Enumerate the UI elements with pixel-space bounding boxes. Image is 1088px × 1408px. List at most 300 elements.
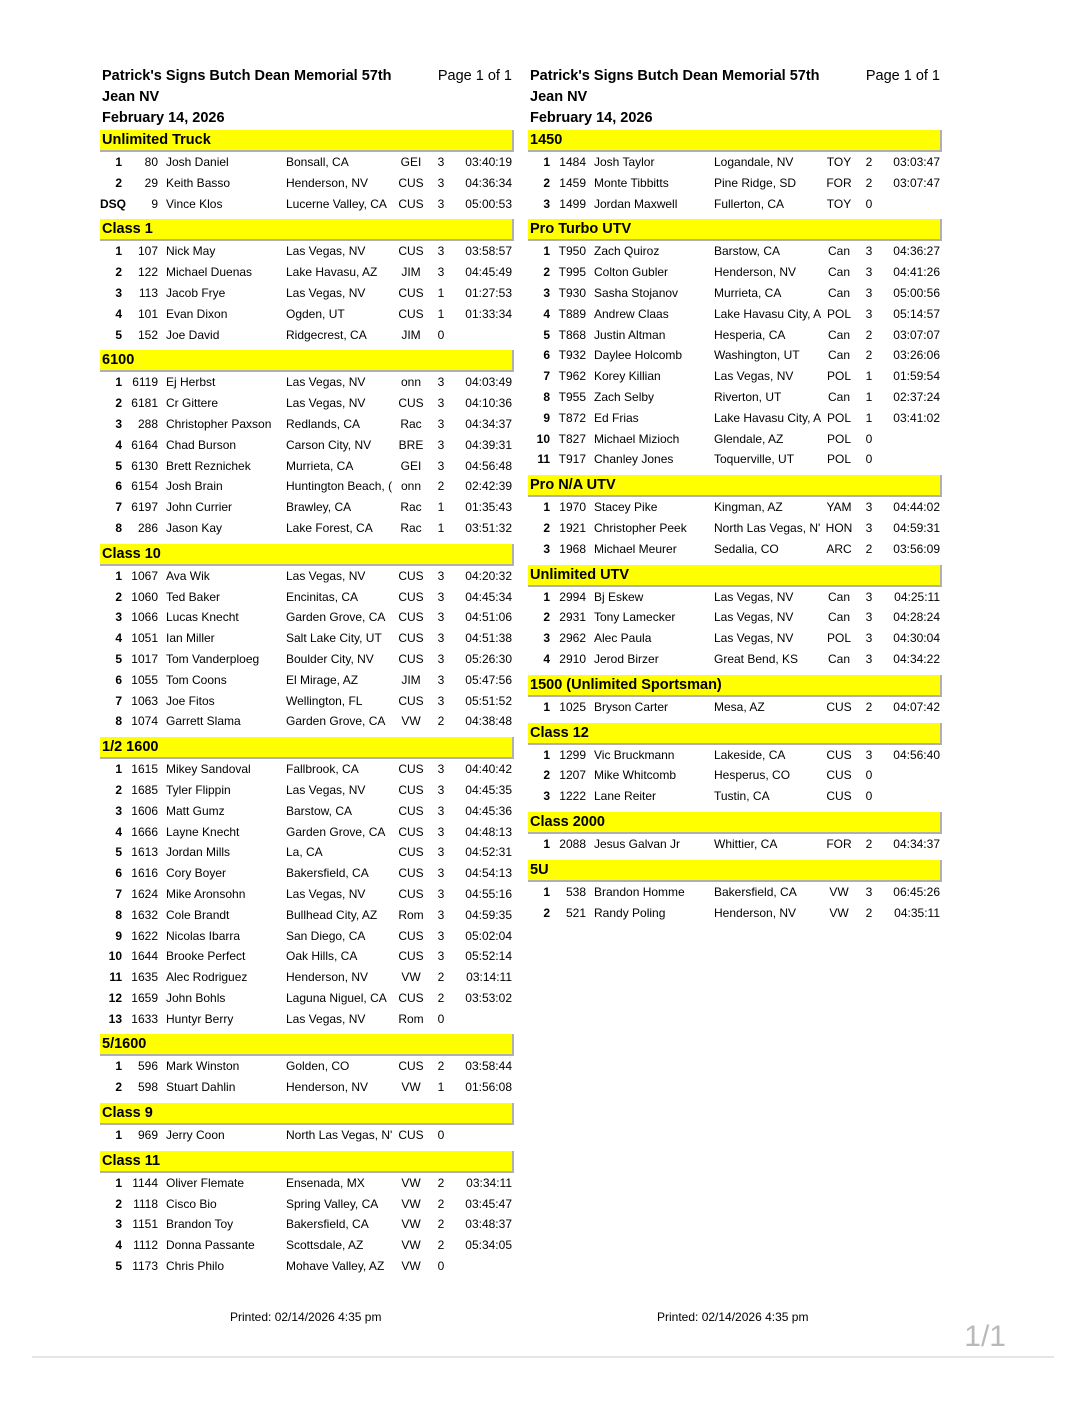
vehicle-number: 1921 xyxy=(559,520,586,535)
finish-position: 8 xyxy=(115,714,122,729)
elapsed-time: 04:45:36 xyxy=(465,803,512,818)
laps-completed: 0 xyxy=(437,327,445,342)
finish-position: 3 xyxy=(115,610,122,625)
finish-position: 10 xyxy=(108,949,122,964)
hometown: Las Vegas, NV xyxy=(714,610,794,625)
vehicle-number: 1613 xyxy=(131,845,158,860)
result-row xyxy=(100,884,514,905)
driver-name: Brooke Perfect xyxy=(166,949,246,964)
vehicle-number: 6181 xyxy=(131,396,158,411)
vehicle-number: 1066 xyxy=(131,610,158,625)
laps-completed: 3 xyxy=(865,589,873,604)
class-section xyxy=(528,812,942,860)
laps-completed: 3 xyxy=(437,437,445,452)
vehicle-make: Can xyxy=(827,285,850,300)
elapsed-time: 03:58:57 xyxy=(465,244,512,259)
vehicle-make: POL xyxy=(826,431,851,446)
result-row xyxy=(100,628,514,649)
vehicle-number: 1025 xyxy=(559,699,586,714)
vehicle-number: 1616 xyxy=(131,866,158,881)
class-title: Class 2000 xyxy=(528,812,942,834)
elapsed-time: 03:48:37 xyxy=(465,1217,512,1232)
finish-position: 1 xyxy=(543,836,550,851)
elapsed-time: 04:20:32 xyxy=(465,568,512,583)
result-row xyxy=(528,834,942,855)
vehicle-number: 1970 xyxy=(559,500,586,515)
result-row xyxy=(100,822,514,843)
vehicle-number: 9 xyxy=(151,196,158,211)
driver-name: Ed Frias xyxy=(594,410,639,425)
result-row xyxy=(100,566,514,587)
elapsed-time: 05:02:04 xyxy=(465,928,512,943)
vehicle-make: YAM xyxy=(826,500,852,515)
elapsed-time: 01:35:43 xyxy=(465,500,512,515)
result-row xyxy=(100,1056,514,1077)
finish-position: 3 xyxy=(543,789,550,804)
finish-position: 3 xyxy=(543,196,550,211)
driver-name: Jerry Coon xyxy=(166,1128,225,1143)
class-title: 1450 xyxy=(528,130,942,152)
class-section xyxy=(528,723,942,812)
vehicle-make: CUS xyxy=(398,175,424,190)
vehicle-number: 1685 xyxy=(131,782,158,797)
vehicle-make: CUS xyxy=(398,610,424,625)
finish-position: 5 xyxy=(115,845,122,860)
driver-name: Lane Reiter xyxy=(594,789,657,804)
driver-name: Korey Killian xyxy=(594,369,661,384)
result-row xyxy=(528,241,942,262)
elapsed-time: 04:44:02 xyxy=(893,500,940,515)
result-row xyxy=(100,1235,514,1256)
finish-position: 2 xyxy=(543,175,550,190)
vehicle-number: 538 xyxy=(565,884,586,899)
class-title: Class 11 xyxy=(100,1151,514,1173)
laps-completed: 1 xyxy=(865,410,873,425)
vehicle-make: HON xyxy=(825,520,853,535)
elapsed-time: 03:14:11 xyxy=(466,970,512,985)
results-column-left xyxy=(100,64,514,1282)
driver-name: Chris Philo xyxy=(166,1259,225,1274)
class-section xyxy=(528,130,942,219)
vehicle-number: 80 xyxy=(144,155,158,169)
driver-name: Evan Dixon xyxy=(166,306,228,321)
finish-position: 10 xyxy=(536,431,550,446)
finish-position: 1 xyxy=(543,747,550,762)
driver-name: Daylee Holcomb xyxy=(594,348,683,363)
class-title: Unlimited UTV xyxy=(528,565,942,587)
vehicle-make: VW xyxy=(401,1217,421,1232)
class-title: Pro Turbo UTV xyxy=(528,219,942,241)
laps-completed: 0 xyxy=(865,768,873,783)
vehicle-number: 1499 xyxy=(559,196,586,211)
driver-name: Ej Herbst xyxy=(166,375,216,390)
finish-position: 9 xyxy=(115,928,122,943)
hometown: Mohave Valley, AZ xyxy=(286,1259,385,1274)
vehicle-make: Rom xyxy=(398,907,424,922)
event-title: Patrick's Signs Butch Dean Memorial 57th xyxy=(530,68,820,84)
hometown: Las Vegas, NV xyxy=(286,782,366,797)
hometown: Brawley, CA xyxy=(286,500,352,515)
vehicle-make: CUS xyxy=(398,824,424,839)
driver-name: Josh Taylor xyxy=(594,155,655,169)
hometown: Redlands, CA xyxy=(286,416,361,431)
hometown: Washington, UT xyxy=(714,348,800,363)
result-row xyxy=(100,194,514,215)
vehicle-make: TOY xyxy=(826,196,852,211)
class-results-list xyxy=(528,130,942,928)
vehicle-number: 1063 xyxy=(131,693,158,708)
laps-completed: 2 xyxy=(865,155,873,169)
result-row xyxy=(100,926,514,947)
elapsed-time: 03:51:32 xyxy=(465,520,512,535)
vehicle-make: Rom xyxy=(398,1011,424,1026)
elapsed-time: 04:56:48 xyxy=(465,458,512,473)
laps-completed: 2 xyxy=(437,1217,445,1232)
vehicle-number: T917 xyxy=(558,452,586,467)
finish-position: 2 xyxy=(543,520,550,535)
laps-completed: 3 xyxy=(437,845,445,860)
driver-name: Cisco Bio xyxy=(166,1196,217,1211)
finish-position: 3 xyxy=(115,416,122,431)
laps-completed: 0 xyxy=(437,1259,445,1274)
result-row xyxy=(528,366,942,387)
class-title: Class 12 xyxy=(528,723,942,745)
driver-name: Brandon Toy xyxy=(166,1217,234,1232)
laps-completed: 0 xyxy=(437,1011,445,1026)
finish-position: 5 xyxy=(115,327,122,342)
vehicle-number: 1222 xyxy=(559,789,586,804)
result-row xyxy=(528,429,942,450)
hometown: Scottsdale, AZ xyxy=(286,1238,364,1253)
report-header xyxy=(528,64,942,130)
hometown: Garden Grove, CA xyxy=(286,610,386,625)
elapsed-time: 04:36:34 xyxy=(465,175,512,190)
elapsed-time: 04:10:36 xyxy=(465,396,512,411)
vehicle-make: GEI xyxy=(400,458,422,473)
hometown: Las Vegas, NV xyxy=(286,285,366,300)
finish-position: 3 xyxy=(115,285,122,300)
vehicle-make: VW xyxy=(401,970,421,985)
vehicle-make: CUS xyxy=(826,699,852,714)
driver-name: Monte Tibbitts xyxy=(594,175,669,190)
elapsed-time: 04:36:27 xyxy=(893,244,940,259)
driver-name: Brett Reznichek xyxy=(166,458,251,473)
hometown: Lucerne Valley, CA xyxy=(286,196,387,211)
elapsed-time: 01:27:53 xyxy=(465,285,512,300)
vehicle-make: CUS xyxy=(398,306,424,321)
vehicle-number: 1151 xyxy=(132,1217,158,1232)
driver-name: Jerod Birzer xyxy=(594,651,659,666)
finish-position: 8 xyxy=(115,520,122,535)
finish-position: 2 xyxy=(115,1080,122,1095)
result-row xyxy=(528,408,942,429)
printed-timestamp: Printed: 02/14/2026 4:35 pm xyxy=(657,1310,809,1324)
result-row xyxy=(100,1194,514,1215)
laps-completed: 3 xyxy=(865,610,873,625)
driver-name: Vic Bruckmann xyxy=(594,747,675,762)
driver-name: Jason Kay xyxy=(166,520,223,535)
hometown: Las Vegas, NV xyxy=(286,1011,366,1026)
hometown: Henderson, NV xyxy=(714,265,797,280)
elapsed-time: 03:58:44 xyxy=(465,1059,512,1074)
laps-completed: 3 xyxy=(437,244,445,259)
hometown: Lake Forest, CA xyxy=(286,520,373,535)
finish-position: 1 xyxy=(543,244,550,259)
laps-completed: 0 xyxy=(865,196,873,211)
laps-completed: 3 xyxy=(437,265,445,280)
hometown: Garden Grove, CA xyxy=(286,714,386,729)
finish-position: 1 xyxy=(115,568,122,583)
driver-name: Huntyr Berry xyxy=(166,1011,234,1026)
laps-completed: 2 xyxy=(865,905,873,920)
driver-name: Josh Daniel xyxy=(166,155,229,169)
vehicle-make: VW xyxy=(401,1080,421,1095)
class-section xyxy=(100,1103,514,1151)
result-row xyxy=(100,476,514,497)
elapsed-time: 03:56:09 xyxy=(893,541,940,556)
vehicle-number: 1060 xyxy=(131,589,158,604)
finish-position: 3 xyxy=(543,631,550,646)
vehicle-make: Rac xyxy=(400,500,422,515)
vehicle-number: 6130 xyxy=(131,458,158,473)
vehicle-number: 1067 xyxy=(131,568,158,583)
elapsed-time: 03:03:47 xyxy=(893,155,940,169)
elapsed-time: 03:26:06 xyxy=(893,348,940,363)
vehicle-make: POL xyxy=(826,369,851,384)
class-results-list xyxy=(100,130,514,1282)
divider xyxy=(32,1356,1054,1358)
laps-completed: 2 xyxy=(437,714,445,729)
elapsed-time: 01:59:54 xyxy=(893,369,940,384)
vehicle-make: CUS xyxy=(398,589,424,604)
hometown: Lake Havasu City, A xyxy=(714,306,822,321)
driver-name: Ted Baker xyxy=(166,589,221,604)
results-column-right xyxy=(528,64,942,928)
class-section xyxy=(100,1151,514,1282)
vehicle-make: CUS xyxy=(398,396,424,411)
result-row xyxy=(100,1125,514,1146)
hometown: Riverton, UT xyxy=(714,389,782,404)
laps-completed: 2 xyxy=(437,1175,445,1190)
laps-completed: 3 xyxy=(865,651,873,666)
driver-name: Tom Vanderploeg xyxy=(166,651,260,666)
result-row xyxy=(528,765,942,786)
hometown: Lake Havasu City, A xyxy=(714,410,822,425)
finish-position: 1 xyxy=(115,762,122,777)
vehicle-number: 1622 xyxy=(131,928,158,943)
vehicle-make: onn xyxy=(400,479,422,494)
hometown: Toquerville, UT xyxy=(714,452,795,467)
elapsed-time: 05:14:57 xyxy=(893,306,940,321)
hometown: Las Vegas, NV xyxy=(714,589,794,604)
laps-completed: 3 xyxy=(437,782,445,797)
hometown: Las Vegas, NV xyxy=(286,244,366,259)
vehicle-make: onn xyxy=(400,375,422,390)
hometown: Bullhead City, AZ xyxy=(286,907,378,922)
driver-name: Oliver Flemate xyxy=(166,1175,245,1190)
page-indicator: Page 1 of 1 xyxy=(437,68,512,84)
vehicle-make: CUS xyxy=(398,845,424,860)
finish-position: DSQ xyxy=(100,196,127,211)
class-section xyxy=(528,675,942,723)
result-row xyxy=(100,325,514,346)
driver-name: Jordan Maxwell xyxy=(594,196,678,211)
laps-completed: 3 xyxy=(437,866,445,881)
driver-name: Mike Aronsohn xyxy=(166,886,246,901)
result-row xyxy=(100,905,514,926)
elapsed-time: 04:41:26 xyxy=(893,265,940,280)
finish-position: 1 xyxy=(543,500,550,515)
hometown: Fullerton, CA xyxy=(714,196,785,211)
driver-name: Jordan Mills xyxy=(166,845,231,860)
vehicle-make: CUS xyxy=(398,1128,424,1143)
vehicle-make: GEI xyxy=(400,155,422,169)
class-section xyxy=(100,350,514,543)
vehicle-make: CUS xyxy=(398,568,424,583)
result-row xyxy=(100,497,514,518)
laps-completed: 2 xyxy=(437,990,445,1005)
vehicle-make: CUS xyxy=(398,631,424,646)
class-title: 1500 (Unlimited Sportsman) xyxy=(528,675,942,697)
driver-name: Ava Wik xyxy=(166,568,210,583)
result-row xyxy=(100,1214,514,1235)
vehicle-make: VW xyxy=(401,1259,421,1274)
vehicle-number: T995 xyxy=(558,265,586,280)
vehicle-make: VW xyxy=(401,1175,421,1190)
laps-completed: 3 xyxy=(865,244,873,259)
result-row xyxy=(528,387,942,408)
vehicle-number: 596 xyxy=(137,1059,158,1074)
vehicle-make: JIM xyxy=(401,327,421,342)
hometown: Las Vegas, NV xyxy=(714,631,794,646)
driver-name: Jesus Galvan Jr xyxy=(594,836,681,851)
vehicle-number: T930 xyxy=(558,285,586,300)
laps-completed: 2 xyxy=(437,970,445,985)
driver-name: Randy Poling xyxy=(594,905,666,920)
vehicle-number: 1659 xyxy=(131,990,158,1005)
elapsed-time: 04:30:04 xyxy=(893,631,940,646)
driver-name: Mikey Sandoval xyxy=(166,762,251,777)
laps-completed: 3 xyxy=(865,631,873,646)
hometown: Hesperus, CO xyxy=(714,768,791,783)
elapsed-time: 04:45:49 xyxy=(465,265,512,280)
elapsed-time: 04:52:31 xyxy=(465,845,512,860)
finish-position: 3 xyxy=(115,803,122,818)
driver-name: Sasha Stojanov xyxy=(594,285,679,300)
vehicle-number: 598 xyxy=(137,1080,158,1095)
vehicle-make: CUS xyxy=(398,651,424,666)
vehicle-number: 1051 xyxy=(131,631,158,646)
driver-name: Alec Rodriguez xyxy=(166,970,248,985)
finish-position: 1 xyxy=(543,155,550,169)
laps-completed: 3 xyxy=(437,396,445,411)
finish-position: 2 xyxy=(115,396,122,411)
result-row xyxy=(100,946,514,967)
result-row xyxy=(100,1256,514,1277)
vehicle-make: FOR xyxy=(826,175,852,190)
hometown: Henderson, NV xyxy=(286,1080,369,1095)
elapsed-time: 05:52:14 xyxy=(465,949,512,964)
elapsed-time: 04:55:16 xyxy=(465,886,512,901)
elapsed-time: 04:45:35 xyxy=(465,782,512,797)
result-row xyxy=(100,691,514,712)
result-row xyxy=(528,587,942,608)
laps-completed: 2 xyxy=(437,1196,445,1211)
elapsed-time: 04:56:40 xyxy=(893,747,940,762)
finish-position: 5 xyxy=(543,327,550,342)
driver-name: Cory Boyer xyxy=(166,866,227,881)
driver-name: Bryson Carter xyxy=(594,699,669,714)
vehicle-make: CUS xyxy=(398,886,424,901)
driver-name: Michael Meurer xyxy=(594,541,677,556)
elapsed-time: 03:45:47 xyxy=(465,1196,512,1211)
laps-completed: 3 xyxy=(437,651,445,666)
laps-completed: 0 xyxy=(865,452,873,467)
finish-position: 7 xyxy=(115,693,122,708)
class-title: 1/2 1600 xyxy=(100,737,514,759)
vehicle-make: Can xyxy=(827,244,850,259)
hometown: Carson City, NV xyxy=(286,437,372,452)
vehicle-make: CUS xyxy=(398,762,424,777)
vehicle-make: CUS xyxy=(398,803,424,818)
vehicle-make: Rac xyxy=(400,416,422,431)
result-row xyxy=(528,262,942,283)
driver-name: Joe Fitos xyxy=(166,693,215,708)
vehicle-number: 1644 xyxy=(131,949,158,964)
finish-position: 3 xyxy=(543,285,550,300)
laps-completed: 3 xyxy=(437,907,445,922)
finish-position: 2 xyxy=(543,265,550,280)
elapsed-time: 04:51:38 xyxy=(465,631,512,646)
class-section xyxy=(100,219,514,350)
laps-completed: 2 xyxy=(865,541,873,556)
elapsed-time: 04:25:11 xyxy=(894,589,940,604)
laps-completed: 0 xyxy=(865,789,873,804)
hometown: Lakeside, CA xyxy=(714,747,786,762)
result-row xyxy=(100,759,514,780)
vehicle-make: POL xyxy=(826,452,851,467)
vehicle-number: 1144 xyxy=(132,1175,158,1190)
vehicle-make: CUS xyxy=(398,196,424,211)
finish-position: 5 xyxy=(115,458,122,473)
hometown: Bakersfield, CA xyxy=(714,884,797,899)
result-row xyxy=(528,345,942,366)
hometown: Salt Lake City, UT xyxy=(286,631,382,646)
event-location: Jean NV xyxy=(102,89,160,105)
laps-completed: 2 xyxy=(865,348,873,363)
driver-name: Stuart Dahlin xyxy=(166,1080,236,1095)
result-row xyxy=(528,194,942,215)
event-location: Jean NV xyxy=(530,89,588,105)
hometown: Bakersfield, CA xyxy=(286,866,369,881)
laps-completed: 3 xyxy=(865,265,873,280)
finish-position: 1 xyxy=(115,155,122,169)
finish-position: 4 xyxy=(115,824,122,839)
result-row xyxy=(100,283,514,304)
hometown: Las Vegas, NV xyxy=(286,396,366,411)
vehicle-number: 969 xyxy=(137,1128,158,1143)
driver-name: Chad Burson xyxy=(166,437,237,452)
hometown: Tustin, CA xyxy=(714,789,770,804)
hometown: Bonsall, CA xyxy=(286,155,349,169)
result-row xyxy=(100,988,514,1009)
finish-position: 2 xyxy=(543,905,550,920)
hometown: North Las Vegas, N' xyxy=(714,520,821,535)
vehicle-number: 1173 xyxy=(132,1259,158,1274)
vehicle-number: 2088 xyxy=(559,836,586,851)
laps-completed: 2 xyxy=(865,836,873,851)
vehicle-make: TOY xyxy=(826,155,852,169)
